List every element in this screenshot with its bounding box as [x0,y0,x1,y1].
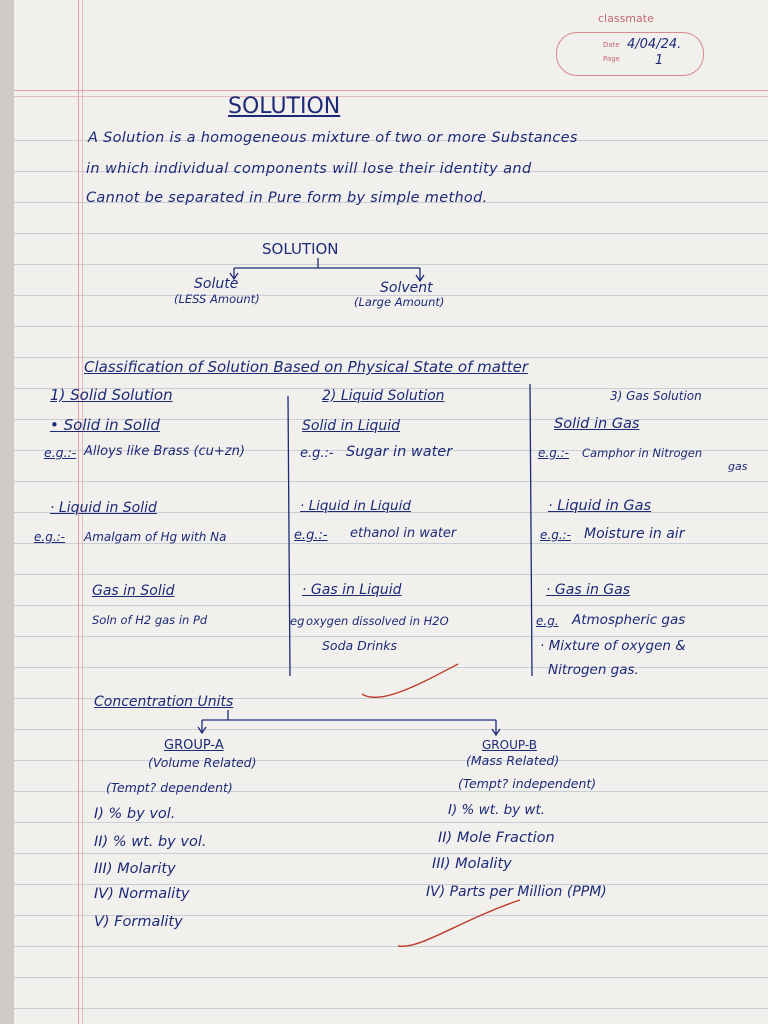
group-b-title: GROUP-B [482,738,537,752]
group-a-item-2: II) % wt. by vol. [94,834,207,850]
col1-eg-label-2: e.g.:- [34,530,66,544]
col3-type-1: Solid in Gas [554,416,640,432]
tree-solute: Solute [194,276,239,292]
col3-type-2: · Liquid in Gas [548,498,652,514]
group-b-item-1: I) % wt. by wt. [448,802,546,818]
column-divider-1 [288,396,290,676]
col3-eg-1: Camphor in Nitrogen [582,446,703,460]
col1-eg-2: Amalgam of Hg with Na [84,530,227,544]
col2-eg-label-3: eg [290,614,305,628]
col1-eg-label-1: e.g.:- [44,445,77,460]
col3-eg-label-3: e.g. [536,614,559,628]
date-value: 4/04/24. [627,37,682,52]
page-title: SOLUTION [228,94,341,119]
tick-mark-2 [398,900,520,946]
col1-eg-1: Alloys like Brass (cu+zn) [84,444,245,459]
col2-eg-1: Sugar in water [346,444,453,460]
col2-eg-label-2: e.g.:- [294,528,328,543]
col2-eg-2: ethanol in water [350,526,457,541]
col3-extra-1: · Mixture of oxygen & [540,638,686,654]
group-a-subtitle: (Volume Related) [148,755,257,770]
group-a-note: (Tempt? dependent) [106,780,233,795]
group-a-item-5: V) Formality [94,914,183,930]
column-divider-2 [530,384,532,676]
col2-type-1: Solid in Liquid [302,418,401,434]
col2-eg-label-1: e.g.:- [300,446,334,461]
col1-type-2: · Liquid in Solid [50,500,157,516]
col1-type-3: Gas in Solid [92,583,175,599]
col2-type-3: · Gas in Liquid [302,582,402,598]
group-a-item-4: IV) Normality [94,886,190,902]
col3-eg-3: Atmospheric gas [572,612,686,628]
group-a-item-1: I) % by vol. [94,806,176,822]
col3-extra-2: Nitrogen gas. [548,662,639,678]
definition-line-2: in which individual components will lose their identity and [86,161,532,177]
group-a-item-3: III) Molarity [94,861,176,877]
group-b-subtitle: (Mass Related) [466,753,560,768]
col3-eg-2: Moisture in air [584,526,685,542]
tree-solvent-note: (Large Amount) [354,295,445,309]
group-b-item-2: II) Mole Fraction [438,830,555,846]
col2-eg-3: oxygen dissolved in H2O [306,614,449,628]
col3-eg-1-cont: gas [728,460,748,473]
definition-line-3: Cannot be separated in Pure form by simple method. [86,190,488,206]
tree-solvent: Solvent [380,280,433,296]
group-b-item-4: IV) Parts per Million (PPM) [426,884,607,900]
tree-root: SOLUTION [262,240,339,258]
page-value: 1 [655,53,664,68]
brand-logo: classmate [598,12,654,25]
group-b-item-3: III) Molality [432,856,512,872]
group-a-title: GROUP-A [164,738,224,753]
date-label: Date [603,41,620,49]
tree-solute-note: (LESS Amount) [174,292,260,306]
col2-title: 2) Liquid Solution [322,388,445,404]
col3-title: 3) Gas Solution [610,389,702,403]
concentration-heading: Concentration Units [94,694,234,710]
definition-line-1: A Solution is a homogeneous mixture of two or more Substances [88,130,578,146]
tick-mark-1 [362,664,458,697]
col1-type-1: • Solid in Solid [50,416,160,434]
col3-eg-label-2: e.g.:- [540,528,572,542]
page-label: Page [603,55,620,63]
group-b-note: (Tempt? independent) [458,776,597,791]
col1-title: 1) Solid Solution [50,386,173,404]
classification-heading: Classification of Solution Based on Physical State of matter [84,358,529,376]
col3-eg-label-1: e.g.:- [538,446,570,460]
col2-type-2: · Liquid in Liquid [300,498,411,514]
col3-type-3: · Gas in Gas [546,582,631,598]
col2-extra: Soda Drinks [322,638,398,653]
col1-eg-3: Soln of H2 gas in Pd [92,613,208,627]
